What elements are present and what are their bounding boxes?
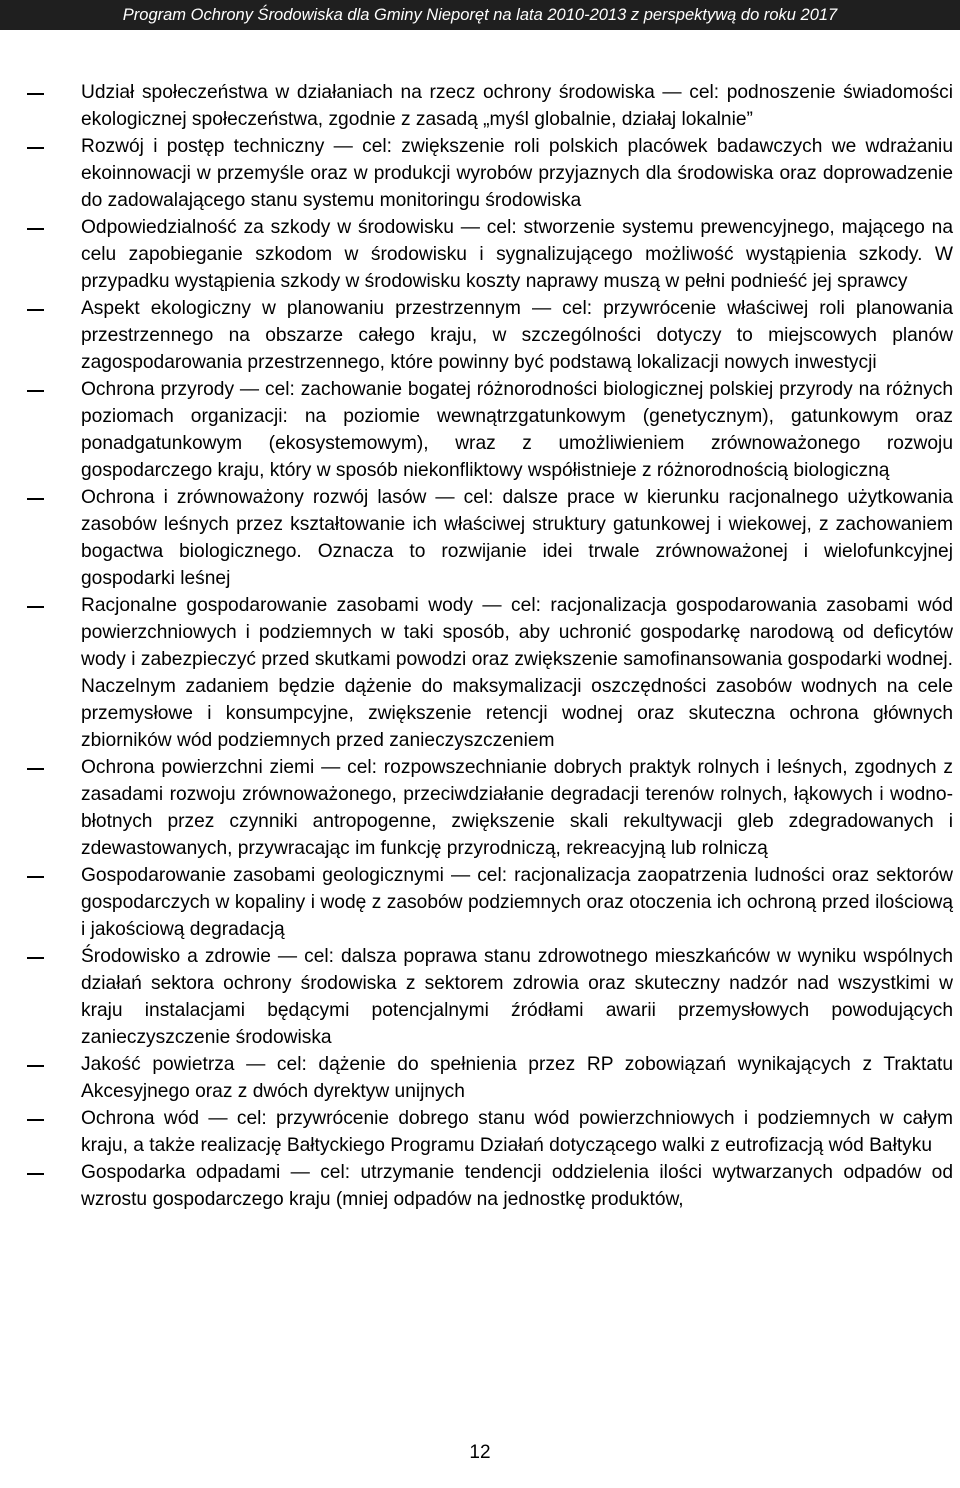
list-item	[27, 1159, 953, 1213]
list-item-text: Ochrona powierzchni ziemi ― cel: rozpowszechnianie dobrych praktyk rolnych i leśnych, zgodnych z zasadami rozwoju zrównoważonego, przeciwdziałanie degradacji terenów rolnych, łąkowych i wodno-błotnych przez czynniki antropogenne, zwiększenie skali rekultywacji gleb zdegradowanych i zdewastowanych, przywracając im funkcję przyrodniczą, rekreacyjną lub rolniczą	[81, 757, 953, 859]
list-item	[27, 943, 953, 1051]
document-body	[27, 79, 953, 1213]
list-item-text: Ochrona i zrównoważony rozwój lasów ― cel: dalsze prace w kierunku racjonalnego użytkowania zasobów leśnych przez kształtowanie ich właściwej struktury gatunkowej i wiekowej, z zachowaniem bogactwa biologicznego. Oznacza to rozwijanie idei trwale zrównoważonej i wielofunkcyjnej gospodarki leśnej	[81, 487, 953, 589]
list-item-text: Rozwój i postęp techniczny ― cel: zwiększenie roli polskich placówek badawczych we wdrażaniu ekoinnowacji w przemyśle oraz w produkcji wyrobów przyjaznych dla środowiska oraz doprowadzenie do zadowalającego stanu systemu monitoringu środowiska	[81, 136, 953, 211]
list-item-text: Racjonalne gospodarowanie zasobami wody ― cel: racjonalizacja gospodarowania zasobami wód powierzchniowych i podziemnych w taki sposób, aby uchronić gospodarkę narodową od deficytów wody i zabezpieczyć przed skutkami powodzi oraz zwiększenie samofinansowania gospodarki wodnej. Naczelnym zadaniem będzie dążenie do maksymalizacji oszczędności zasobów wodnych na cele przemysłowe i konsumpcyjne, zwiększenie retencji wodnej oraz skuteczna ochrona głównych zbiorników wód podziemnych przed zanieczyszczeniem	[81, 595, 953, 751]
list-item	[27, 376, 953, 484]
list-item-text: Środowisko a zdrowie ― cel: dalsza poprawa stanu zdrowotnego mieszkańców w wyniku wspólnych działań sektora ochrony środowiska z sektorem zdrowia oraz skuteczny nadzór nad wszystkimi w kraju instalacjami będącymi potencjalnymi źródłami awarii przemysłowych powodujących zanieczyszczenie środowiska	[81, 946, 953, 1048]
list-item	[27, 484, 953, 592]
running-header	[0, 0, 960, 30]
list-item-text: Gospodarka odpadami ― cel: utrzymanie tendencji oddzielenia ilości wytwarzanych odpadów od wzrostu gospodarczego kraju (mniej odpadów na jednostkę produktów,	[81, 1162, 953, 1210]
list-item	[27, 1105, 953, 1159]
list-item	[27, 79, 953, 133]
header-title: Program Ochrony Środowiska dla Gminy Nieporęt na lata 2010-2013 z perspektywą do roku 2017	[122, 6, 838, 24]
list-item	[27, 592, 953, 754]
list-item	[27, 295, 953, 376]
list-item-text: Gospodarowanie zasobami geologicznymi ― cel: racjonalizacja zaopatrzenia ludności oraz sektorów gospodarczych w kopaliny i wodę z zasobów podziemnych oraz otoczenia ich ochroną przed ilościową i jakościową degradacją	[81, 865, 953, 940]
list-item-text: Ochrona wód ― cel: przywrócenie dobrego stanu wód powierzchniowych i podziemnych w całym kraju, a także realizację Bałtyckiego Programu Działań dotyczącego walki z eutrofizacją wód Bałtyku	[81, 1108, 953, 1156]
list-item	[27, 862, 953, 943]
list-item	[27, 754, 953, 862]
list-item-text: Odpowiedzialność za szkody w środowisku ― cel: stworzenie systemu prewencyjnego, mającego na celu zapobieganie szkodom w środowisku i sygnalizującego możliwość wystąpienia szkody. W przypadku wystąpienia szkody w środowisku koszty naprawy muszą w pełni podnieść jej sprawcy	[81, 217, 953, 292]
list-item	[27, 133, 953, 214]
list-item	[27, 1051, 953, 1105]
list-item-text: Ochrona przyrody ― cel: zachowanie bogatej różnorodności biologicznej polskiej przyrody na różnych poziomach organizacji: na poziomie wewnątrzgatunkowym (genetycznym), gatunkowym oraz ponadgatunkowym (ekosystemowym), wraz z umożliwieniem zrównoważonego rozwoju gospodarczego kraju, który w sposób niekonfliktowy współistnieje z różnorodnością biologiczną	[81, 379, 953, 481]
list-item-text: Aspekt ekologiczny w planowaniu przestrzennym ― cel: przywrócenie właściwej roli planowania przestrzennego na obszarze całego kraju, w szczególności dotyczy to miejscowych planów zagospodarowania przestrzennego, które powinny być podstawą lokalizacji nowych inwestycji	[81, 298, 953, 373]
list-item-text: Udział społeczeństwa w działaniach na rzecz ochrony środowiska ― cel: podnoszenie świadomości ekologicznej społeczeństwa, zgodnie z zasadą „myśl globalnie, działaj lokalnie”	[81, 82, 953, 130]
list-item-text: Jakość powietrza ― cel: dążenie do spełnienia przez RP zobowiązań wynikających z Traktatu Akcesyjnego oraz z dwóch dyrektyw unijnych	[81, 1054, 953, 1102]
list-item	[27, 214, 953, 295]
page-number: 12	[469, 1442, 491, 1463]
objectives-list	[27, 79, 953, 1213]
